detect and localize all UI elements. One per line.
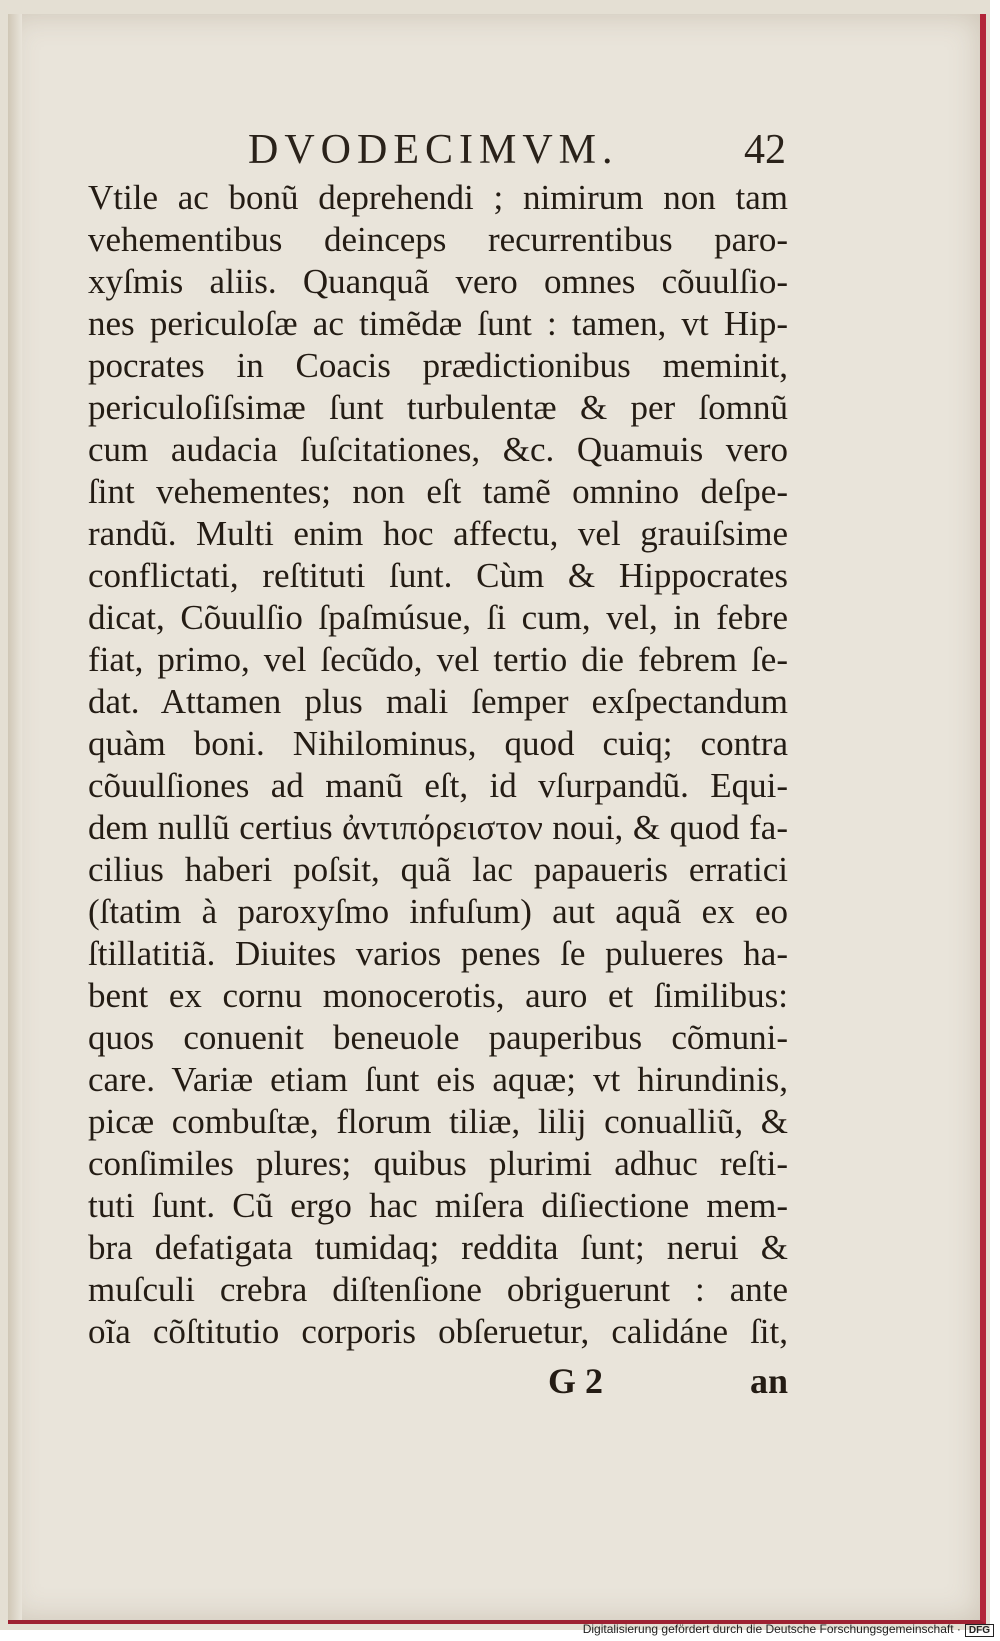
- text-line: periculoſiſsimæ ſunt turbulentæ & per ſomnũ: [88, 388, 788, 427]
- text-line: cõuulſiones ad manũ eſt, id vſurpandũ. Equi-: [88, 766, 788, 805]
- page-number: 42: [744, 127, 786, 173]
- digitization-credit: [583, 1622, 994, 1637]
- text-line: xyſmis aliis. Quanquã vero omnes cõuulſio-: [88, 262, 788, 301]
- text-line: cum audacia ſuſcitationes, &c. Quamuis vero: [88, 430, 788, 469]
- text-line: (ſtatim à paroxyſmo infuſum) aut aquã ex eo: [88, 892, 788, 931]
- dfg-logo: DFG: [965, 1624, 994, 1637]
- text-line: tuti ſunt. Cũ ergo hac miſera diſiectione mem-: [88, 1186, 788, 1225]
- text-line: dicat, Cõuulſio ſpaſmúsue, ſi cum, vel, in febre: [88, 598, 788, 637]
- text-line: bra defatigata tumidaq; reddita ſunt; nerui &: [88, 1228, 788, 1267]
- text-line: randũ. Multi enim hoc affectu, vel grauiſsime: [88, 514, 788, 553]
- text-line: fiat, primo, vel ſecũdo, vel tertio die febrem ſe-: [88, 640, 788, 679]
- text-line: ſtillatitiã. Diuites varios penes ſe pulueres ha-: [88, 934, 788, 973]
- page-footer: [8, 1360, 980, 1410]
- running-head: DVODECIMVM.: [248, 127, 619, 173]
- text-line: quàm boni. Nihilominus, quod cuiq; contra: [88, 724, 788, 763]
- text-line: vehementibus deinceps recurrentibus paro-: [88, 220, 788, 259]
- text-line: bent ex cornu monocerotis, auro et ſimilibus:: [88, 976, 788, 1015]
- text-line: quos conuenit beneuole pauperibus cõmuni-: [88, 1018, 788, 1057]
- book-page: [8, 14, 986, 1624]
- text-line: care. Variæ etiam ſunt eis aquæ; vt hirundinis,: [88, 1060, 788, 1099]
- catchword: an: [750, 1361, 789, 1401]
- text-line: oĩa cõſtitutio corporis obſeruetur, calidáne ſit,: [88, 1312, 788, 1351]
- text-line: picæ combuſtæ, florum tiliæ, lilij conualliũ, &: [88, 1102, 788, 1141]
- text-line: muſculi crebra diſtenſione obriguerunt : ante: [88, 1270, 788, 1309]
- text-line: cilius haberi poſsit, quã lac papaueris erratici: [88, 850, 788, 889]
- text-line: Vtile ac bonũ deprehendi ; nimirum non tam: [88, 178, 788, 217]
- text-line: nes periculoſæ ac timẽdæ ſunt : tamen, vt Hip-: [88, 304, 788, 343]
- text-line: pocrates in Coacis prædictionibus meminit,: [88, 346, 788, 385]
- text-line: conſimiles plures; quibus plurimi adhuc reſti-: [88, 1144, 788, 1183]
- text-line: dat. Attamen plus mali ſemper exſpectandum: [88, 682, 788, 721]
- text-line: ſint vehementes; non eſt tamẽ omnino deſpe-: [88, 472, 788, 511]
- signature-mark: G 2: [548, 1361, 604, 1401]
- credit-text: Digitalisierung gefördert durch die Deutsche Forschungsgemeinschaft ·: [582, 1622, 961, 1636]
- page-header: [8, 126, 980, 176]
- text-line: dem nullũ certius ἀντιπόρειστον noui, & quod fa-: [88, 808, 788, 847]
- text-line: conflictati, reſtituti ſunt. Cùm & Hippocrates: [88, 556, 788, 595]
- body-text: [88, 177, 788, 1353]
